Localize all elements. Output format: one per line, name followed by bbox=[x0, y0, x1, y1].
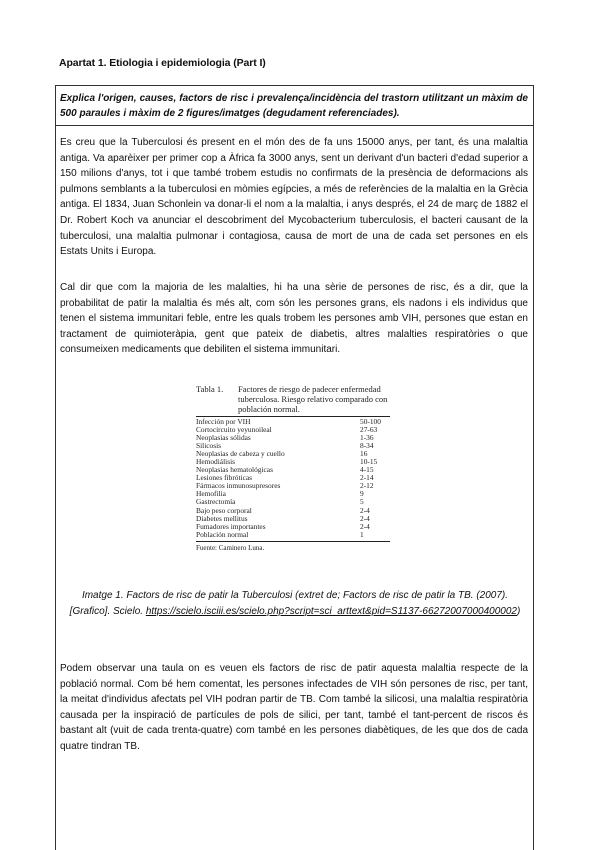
table-caption bbox=[196, 384, 390, 414]
section-heading: Apartat 1. Etiologia i epidemiologia (Part I) bbox=[59, 57, 266, 69]
figure-caption-text: Imatge 1. Factors de risc de patir la Tuberculosi (extret de; Factors de risc de patir la TB. (2007). [Grafico]. Scielo. bbox=[69, 590, 509, 617]
table-cell-factor: Fumadores importantes bbox=[196, 522, 266, 531]
table-title: Factores de riesgo de padecer enfermedad tuberculosa. Riesgo relativo comparado con población normal. bbox=[238, 384, 388, 414]
table-cell-factor: Neoplasias sólidas bbox=[196, 434, 251, 443]
table-cell-value: 1 bbox=[360, 529, 364, 539]
table-cell-value: 2-4 bbox=[360, 513, 370, 523]
table-cell-factor: Neoplasias hematológicas bbox=[196, 466, 273, 475]
instruction-prompt: Explica l'origen, causes, factors de risc i prevalença/incidència del trastorn utilitzant un màxim de 500 paraules i màxim de 2 figures/imatges (degudament referenciades). bbox=[56, 86, 533, 126]
table-cell-value: 2-12 bbox=[360, 481, 374, 491]
table-cell-factor: Diabetes mellitus bbox=[196, 514, 248, 523]
paragraph-history: Es creu que la Tuberculosi és present en el món des de fa uns 15000 anys, per tant, és una malaltia antiga. Va aparèixer per primer cop a Àfrica fa 3000 anys, sent un derivant d'un bacteri d'edad superior a 150 milions d'anys, tot i que també trobem estudis no confirmats de la presència de deformacions als pulmons semblants a la tuberculosi en mòmies egípcies, a més de referències de la malaltia en la Grècia antiga. El 1834, Juan Schonlein va donar-li el nom a la malaltia, i anys després, el 24 de març de 1882 el Dr. Robert Koch va anunciar el descobriment del Mycobacterium tuberculosis, el bacteri causant de la tuberculosi, una malaltia pulmonar i contagiosa, causa de mort de una de cada set persones en els Estats Units i Europa. bbox=[60, 137, 528, 258]
paragraph-table-analysis: Podem observar una taula on es veuen els factors de risc de patir aquesta malaltia respecte de la població normal. Com bé hem comentat, les persones infectades de VIH són persones de risc, per tant, la meitat d'individus afectats pel VIH podran partir de TB. Com també la silicosi, una malaltia respiratòria causada per la inspiració de partícules de pols de silici, per tant, també el tant-percent de riscos és bastant alt (vuit de cada trenta-quatre) com també en les persones diabètiques, de les que dos de cada quatre tindran TB. bbox=[60, 663, 528, 752]
table-cell-value: 27-63 bbox=[360, 425, 378, 435]
table-cell-factor: Hemofilia bbox=[196, 490, 226, 499]
table-cell-factor: Hemodiálisis bbox=[196, 458, 236, 467]
table-label: Tabla 1. bbox=[196, 384, 224, 394]
answer-frame bbox=[55, 85, 534, 850]
table-source: Fuente: Caminero Luna. bbox=[196, 543, 265, 552]
table-cell-value: 1-36 bbox=[360, 433, 374, 443]
table-cell-value: 8-34 bbox=[360, 441, 374, 451]
table-body bbox=[196, 418, 390, 539]
table-cell-value: 2-14 bbox=[360, 473, 374, 483]
table-cell-value: 16 bbox=[360, 449, 368, 459]
risk-factor-table-image bbox=[196, 384, 390, 560]
table-cell-factor: Bajo peso corporal bbox=[196, 506, 252, 515]
table-bottom-rule bbox=[196, 541, 390, 542]
table-cell-factor: Neoplasias de cabeza y cuello bbox=[196, 450, 285, 459]
figure-source-link[interactable]: https://scielo.isciii.es/scielo.php?script=sci_arttext&pid=S1137-66272007000400002 bbox=[145, 605, 517, 617]
table-cell-value: 2-4 bbox=[360, 521, 370, 531]
table-cell-value: 9 bbox=[360, 489, 364, 499]
table-cell-factor: Silicosis bbox=[196, 442, 222, 451]
table-cell-factor: Cortocircuito yeyunoileal bbox=[196, 426, 272, 435]
table-cell-factor: Fármacos inmunosupresores bbox=[196, 482, 281, 491]
table-cell-factor: Infección por VIH bbox=[196, 418, 251, 426]
table-cell-value: 10-15 bbox=[360, 457, 378, 467]
table-cell-factor: Población normal bbox=[196, 530, 249, 539]
table-row bbox=[196, 531, 390, 539]
table-cell-factor: Gastrectomía bbox=[196, 498, 236, 507]
paragraph-risk-groups: Cal dir que com la majoria de les malalties, hi ha una sèrie de persones de risc, és a dir, que la probabilitat de patir la malaltia és més alt, com són les persones grans, els nadons i els individus que tenen el sistema immunitari feble, entre les quals trobem les persones amb VIH, persones que estan en tractament de quimioteràpia, gent que pateix de diabetis, altres malalties respiratòries o que consumeixen medicaments que debiliten el sistema immunitari. bbox=[60, 282, 528, 356]
table-cell-value: 4-15 bbox=[360, 465, 374, 475]
table-cell-value: 50-100 bbox=[360, 417, 381, 426]
table-cell-value: 5 bbox=[360, 497, 364, 507]
figure-caption-end: ) bbox=[516, 605, 521, 617]
table-cell-value: 2-4 bbox=[360, 505, 370, 515]
figure-caption bbox=[66, 588, 524, 619]
table-cell-factor: Lesiones fibróticas bbox=[196, 474, 253, 483]
